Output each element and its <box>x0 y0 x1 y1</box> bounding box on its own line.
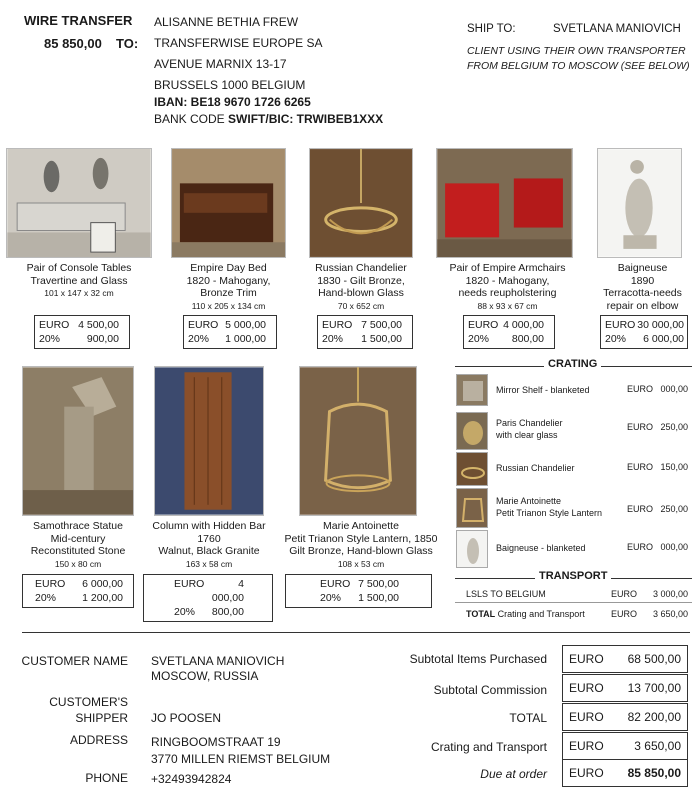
totals-amount: 68 500,00 <box>627 652 681 666</box>
wire-transfer-title: WIRE TRANSFER <box>24 13 133 28</box>
item-desc: Bronze Trim <box>200 287 257 299</box>
item-caption-console-tables <box>6 262 152 300</box>
commission-label: 20% <box>188 333 210 345</box>
currency-label: EURO <box>322 319 353 331</box>
crating-item-name <box>496 417 563 441</box>
item-desc: Reconstituted Stone <box>30 545 126 557</box>
item-caption-chandelier <box>296 262 426 312</box>
item-title: Empire Day Bed <box>190 262 267 274</box>
customer-name-value: SVETLANA MANIOVICH <box>151 654 285 668</box>
ship-note-line: FROM BELGIUM TO MOSCOW (SEE BELOW) <box>467 60 690 72</box>
marie-antoinette-lantern-photo <box>299 366 417 516</box>
totals-label-subtotal-items: Subtotal Items Purchased <box>409 652 547 666</box>
item-dims: 70 x 652 cm <box>337 300 385 311</box>
bank-code-label: BANK CODE <box>154 112 225 126</box>
shipper-label-line: CUSTOMER'S <box>49 695 128 709</box>
item-desc: Walnut, Black Granite <box>158 545 260 557</box>
totals-box <box>562 674 688 702</box>
item-title: Samothrace Statue <box>33 520 123 532</box>
totals-box <box>562 759 688 787</box>
item-dims: 110 x 205 x 134 cm <box>191 300 266 311</box>
totals-currency: EURO <box>569 766 604 780</box>
item-desc: 1890 <box>630 274 655 287</box>
phone-label: PHONE <box>85 771 128 785</box>
transport-row-divider <box>455 602 692 603</box>
item-title: Russian Chandelier <box>315 262 407 274</box>
address-line: RINGBOOMSTRAAT 19 <box>151 735 281 749</box>
crating-name-line: Petit Trianon Style Lantern <box>496 508 603 518</box>
item-dims: 101 x 147 x 32 cm <box>44 288 114 298</box>
lsls-currency: EURO <box>611 589 638 599</box>
address-line: 3770 MILLEN RIEMST BELGIUM <box>151 752 331 766</box>
crating-item-name: Mirror Shelf - blanketed <box>496 385 590 395</box>
item-desc: 1760 <box>197 532 221 545</box>
item-dims: 88 x 93 x 67 cm <box>477 300 538 311</box>
crating-row <box>456 412 692 450</box>
crating-amount: 000,00 <box>660 542 688 552</box>
empire-armchairs-photo <box>436 148 573 258</box>
payee-line: BRUSSELS 1000 BELGIUM <box>154 78 306 92</box>
iban: IBAN: BE18 9670 1726 6265 <box>154 95 311 109</box>
lsls-label: LSLS TO BELGIUM <box>466 589 546 599</box>
item-price: 7 500,00 <box>361 319 402 331</box>
totals-currency: EURO <box>569 739 604 753</box>
currency-label: EURO <box>468 319 499 331</box>
crating-item-name: Russian Chandelier <box>496 463 575 473</box>
item-desc: 1830 - Gilt Bronze, <box>317 274 405 287</box>
crating-amount: 000,00 <box>660 384 688 394</box>
item-commission: 6 000,00 <box>643 333 684 345</box>
item-price: 30 000,00 <box>637 319 684 331</box>
footer-divider <box>22 632 690 633</box>
crating-amount: 250,00 <box>660 504 688 514</box>
crating-row <box>456 374 692 406</box>
price-box <box>463 315 555 349</box>
totals-currency: EURO <box>569 710 604 724</box>
item-caption-baigneuse <box>590 262 695 312</box>
item-commission: 1 500,00 <box>358 592 399 604</box>
item-title: Pair of Console Tables <box>26 262 132 274</box>
item-desc: repair on elbow <box>606 299 679 312</box>
address-value <box>151 734 330 768</box>
commission-label: 20% <box>174 606 196 618</box>
item-price: 4 000,00 <box>211 578 244 604</box>
item-caption-column <box>142 520 276 570</box>
crating-currency: EURO <box>626 384 653 394</box>
crating-item-name <box>496 495 602 519</box>
wire-transfer-amount: 85 850,00 <box>44 36 102 51</box>
shipper-value: JO POOSEN <box>151 711 222 725</box>
transport-total-bold: TOTAL <box>466 609 496 619</box>
payee-line: TRANSFERWISE EUROPE SA <box>154 36 323 50</box>
shipper-label <box>10 694 128 726</box>
currency-label: EURO <box>605 319 636 331</box>
crating-currency: EURO <box>626 542 653 552</box>
item-commission: 1 000,00 <box>225 333 266 345</box>
crating-currency: EURO <box>626 504 653 514</box>
totals-currency: EURO <box>569 652 604 666</box>
item-dims: 163 x 58 cm <box>185 558 233 569</box>
totals-label-total: TOTAL <box>509 711 547 725</box>
address-label: ADDRESS <box>69 733 128 747</box>
item-caption-samothrace <box>14 520 142 570</box>
totals-amount-due: 85 850,00 <box>627 766 681 780</box>
item-commission: 800,00 <box>211 606 244 618</box>
crating-title: CRATING <box>544 358 601 370</box>
item-desc: Mid-century <box>50 532 106 545</box>
commission-label: 20% <box>320 592 342 604</box>
item-caption-lantern <box>276 520 446 570</box>
transport-total-amount: 3 650,00 <box>652 609 688 619</box>
russian-chandelier-photo <box>309 148 413 258</box>
shipper-label-line: SHIPPER <box>75 711 128 725</box>
item-caption-armchairs <box>435 262 580 312</box>
totals-label-subtotal-commission: Subtotal Commission <box>433 683 547 697</box>
crating-item-price <box>627 542 688 552</box>
totals-label-due-at-order: Due at order <box>480 767 547 781</box>
commission-label: 20% <box>35 592 57 604</box>
crating-currency: EURO <box>626 462 653 472</box>
currency-label: EURO <box>35 578 66 590</box>
item-commission: 900,00 <box>86 333 119 345</box>
crating-item-price <box>627 384 688 394</box>
crating-item-price <box>627 504 688 514</box>
crating-thumb <box>456 412 488 450</box>
totals-box <box>562 732 688 760</box>
item-commission: 800,00 <box>511 333 544 345</box>
ship-note-line: CLIENT USING THEIR OWN TRANSPORTER <box>467 45 686 57</box>
item-desc: Petit Trianon Style Lantern, 1850 <box>284 532 438 545</box>
bank-code <box>154 112 383 126</box>
item-caption-day-bed <box>160 262 297 312</box>
currency-label: EURO <box>188 319 219 331</box>
totals-currency: EURO <box>569 681 604 695</box>
item-desc: Hand-blown Glass <box>318 287 404 299</box>
crating-thumb <box>456 488 488 528</box>
item-dims: 108 x 53 cm <box>337 558 385 569</box>
commission-label: 20% <box>605 333 627 345</box>
swift-code: SWIFT/BIC: TRWIBEB1XXX <box>228 112 384 126</box>
item-price: 6 000,00 <box>82 578 123 590</box>
totals-amount: 13 700,00 <box>627 681 681 695</box>
totals-label-crating-transport: Crating and Transport <box>430 740 547 754</box>
crating-item-price <box>627 422 688 432</box>
totals-amount: 3 650,00 <box>634 739 681 753</box>
item-commission: 1 200,00 <box>82 592 123 604</box>
currency-label: EURO <box>39 319 70 331</box>
crating-item-name: Baigneuse - blanketed <box>496 543 586 553</box>
customer-city-value: MOSCOW, RUSSIA <box>151 669 259 683</box>
item-title: Column with Hidden Bar <box>152 520 266 532</box>
crating-row <box>456 488 692 528</box>
console-tables-photo <box>6 148 152 258</box>
ship-to-name: SVETLANA MANIOVICH <box>553 23 681 35</box>
item-title: Marie Antoinette <box>323 520 399 532</box>
empire-day-bed-photo <box>171 148 286 258</box>
item-price: 4 500,00 <box>78 319 119 331</box>
column-hidden-bar-photo <box>154 366 264 516</box>
crating-row <box>456 452 692 486</box>
crating-currency: EURO <box>626 422 653 432</box>
item-commission: 1 500,00 <box>361 333 402 345</box>
totals-amount: 82 200,00 <box>627 710 681 724</box>
crating-name-line: with clear glass <box>496 430 558 440</box>
item-price: 4 000,00 <box>503 319 544 331</box>
crating-thumb <box>456 374 488 406</box>
commission-label: 20% <box>468 333 490 345</box>
item-desc: 1820 - Mahogany, <box>465 274 550 287</box>
item-desc: 1820 - Mahogany, <box>186 274 271 287</box>
price-box <box>22 574 134 608</box>
crating-thumb <box>456 452 488 486</box>
crating-item-price <box>627 462 688 472</box>
item-desc: Travertine and Glass <box>30 274 128 287</box>
item-price: 5 000,00 <box>225 319 266 331</box>
payee-line: ALISANNE BETHIA FREW <box>154 15 299 29</box>
crating-amount: 250,00 <box>660 422 688 432</box>
transport-total-label <box>466 609 585 619</box>
transport-title: TRANSPORT <box>535 570 611 582</box>
commission-label: 20% <box>39 333 61 345</box>
item-desc: Gilt Bronze, Hand-blown Glass <box>289 545 433 557</box>
price-box <box>34 315 130 349</box>
payee-address <box>154 12 322 96</box>
item-dims: 150 x 80 cm <box>54 558 102 569</box>
price-box <box>600 315 688 349</box>
lsls-amount: 3 000,00 <box>652 589 688 599</box>
transport-total-rest: Crating and Transport <box>495 609 585 619</box>
price-box <box>285 574 432 608</box>
item-title: Pair of Empire Armchairs <box>449 262 566 274</box>
commission-label: 20% <box>322 333 344 345</box>
item-desc: needs reupholstering <box>458 287 557 299</box>
ship-note <box>467 44 690 74</box>
ship-to-label: SHIP TO: <box>467 23 516 35</box>
customer-name <box>151 654 284 684</box>
price-box <box>143 574 273 622</box>
item-price: 7 500,00 <box>358 578 399 590</box>
item-desc: Terracotta-needs <box>603 287 682 299</box>
customer-name-label: CUSTOMER NAME <box>21 654 128 668</box>
transport-total-currency: EURO <box>611 609 638 619</box>
samothrace-statue-photo <box>22 366 134 516</box>
crating-thumb <box>456 530 488 568</box>
crating-name-line: Marie Antoinette <box>496 496 562 506</box>
item-title: Baigneuse <box>617 262 668 274</box>
currency-label: EURO <box>174 578 205 590</box>
phone-value: +32493942824 <box>151 772 232 786</box>
crating-row <box>456 530 692 568</box>
payee-line: AVENUE MARNIX 13-17 <box>154 57 287 71</box>
currency-label: EURO <box>320 578 351 590</box>
totals-box <box>562 703 688 731</box>
price-box <box>317 315 413 349</box>
crating-amount: 150,00 <box>660 462 688 472</box>
price-box <box>183 315 277 349</box>
to-label: TO: <box>116 36 139 51</box>
baigneuse-photo <box>597 148 682 258</box>
crating-name-line: Paris Chandelier <box>496 418 563 428</box>
totals-box <box>562 645 688 673</box>
